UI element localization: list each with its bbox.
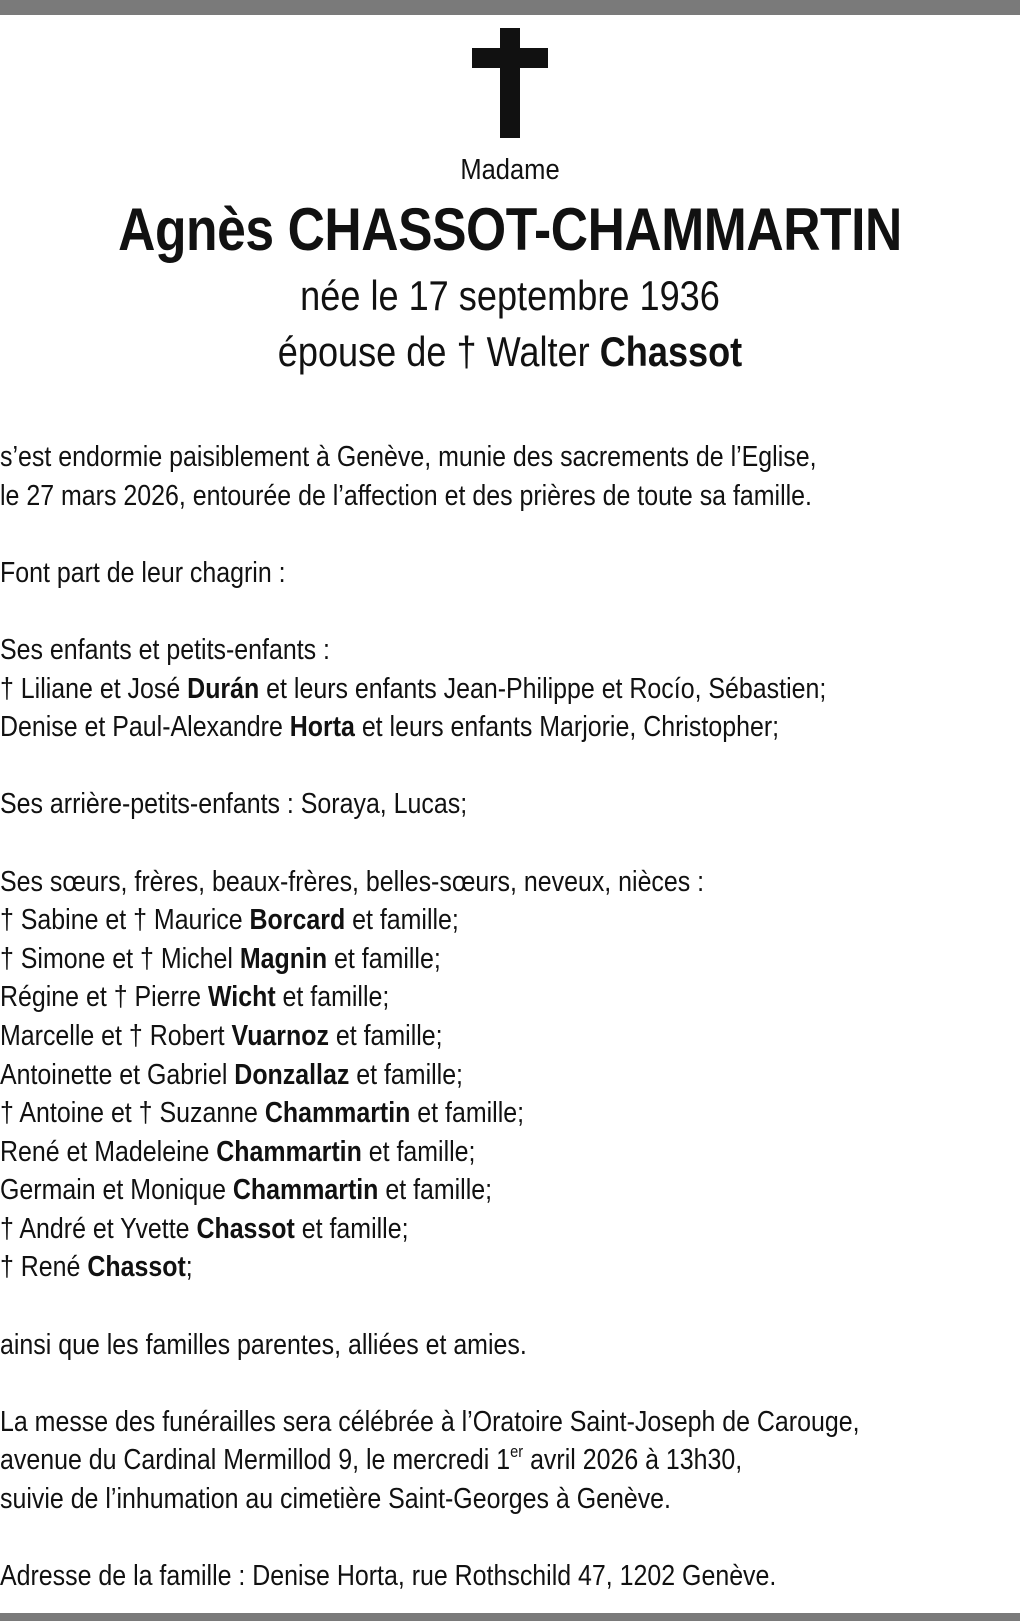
list-item: Germain et Monique Chammartin et famille; xyxy=(0,1174,493,1207)
list-item: Antoinette et Gabriel Donzallaz et famille; xyxy=(0,1058,464,1091)
list-item: † Antoine et † Suzanne Chammartin et famille; xyxy=(0,1097,525,1130)
great-grandchildren-line: Ses arrière-petits-enfants : Soraya, Lucas; xyxy=(0,788,468,821)
bottom-rule xyxy=(0,1613,1020,1621)
ceremony-line-1: La messe des funérailles sera célébrée à l’Oratoire Saint-Joseph de Carouge, xyxy=(0,1405,860,1438)
top-rule xyxy=(0,0,1020,15)
families-line: ainsi que les familles parentes, alliées et amies. xyxy=(0,1328,527,1361)
announce-line: Font part de leur chagrin : xyxy=(0,556,286,589)
list-item: † Simone et † Michel Magnin et famille; xyxy=(0,942,441,975)
notice-header xyxy=(0,28,1020,380)
list-item: Régine et † Pierre Wicht et famille; xyxy=(0,981,390,1014)
list-item: † Sabine et † Maurice Borcard et famille; xyxy=(0,904,459,937)
intro-line-2: le 27 mars 2026, entourée de l’affection et des prières de toute sa famille. xyxy=(0,479,812,512)
family-address: Adresse de la famille : Denise Horta, rue Rothschild 47, 1202 Genève. xyxy=(0,1560,777,1593)
ceremony-line-2: avenue du Cardinal Mermillod 9, le mercredi 1er avril 2026 à 13h30, xyxy=(0,1442,743,1477)
intro-line-1: s’est endormie paisiblement à Genève, munie des sacrements de l’Eglise, xyxy=(0,441,817,473)
honorific: Madame xyxy=(460,154,560,186)
list-item: † André et Yvette Chassot et famille; xyxy=(0,1212,409,1245)
list-item: † René Chassot; xyxy=(0,1251,193,1284)
children-heading: Ses enfants et petits-enfants : xyxy=(0,633,330,666)
deceased-name: Agnès CHASSOT-CHAMMARTIN xyxy=(118,196,902,263)
list-item: Denise et Paul-Alexandre Horta et leurs enfants Marjorie, Christopher; xyxy=(0,711,780,744)
spouse-line: épouse de † Walter Chassot xyxy=(277,328,743,375)
spouse-surname: Chassot xyxy=(599,328,743,375)
notice-body xyxy=(0,438,877,1596)
list-item: † Liliane et José Durán et leurs enfants Jean-Philippe et Rocío, Sébastien; xyxy=(0,672,827,705)
latin-cross-icon xyxy=(472,28,548,138)
siblings-heading: Ses sœurs, frères, beaux-frères, belles-sœurs, neveux, nièces : xyxy=(0,865,705,898)
list-item: Marcelle et † Robert Vuarnoz et famille; xyxy=(0,1019,443,1052)
list-item: René et Madeleine Chammartin et famille; xyxy=(0,1135,476,1168)
birth-line: née le 17 septembre 1936 xyxy=(300,272,720,319)
ceremony-line-3: suivie de l’inhumation au cimetière Saint-Georges à Genève. xyxy=(0,1483,671,1516)
